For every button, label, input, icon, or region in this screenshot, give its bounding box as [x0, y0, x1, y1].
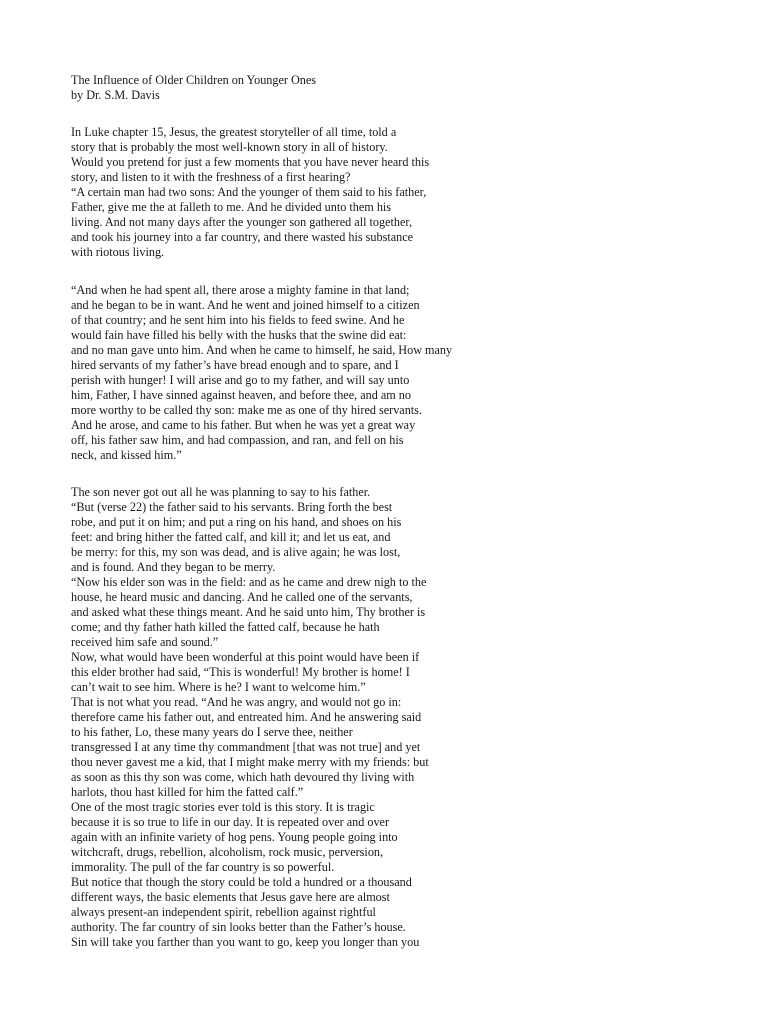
- paragraph-2-line: “And when he had spent all, there arose a mighty famine in that land;: [71, 283, 410, 297]
- paragraph-3-line: can’t wait to see him. Where is he? I want to welcome him.”: [71, 680, 366, 694]
- paragraph-1-line: story that is probably the most well-known story in all of history.: [71, 140, 388, 154]
- document-title-block: [71, 73, 316, 103]
- paragraph-2-line: hired servants of my father’s have bread enough and to spare, and I: [71, 358, 399, 372]
- paragraph-3-line: always present-an independent spirit, rebellion against rightful: [71, 905, 376, 919]
- paragraph-3: [71, 485, 429, 950]
- paragraph-2-line: and he began to be in want. And he went and joined himself to a citizen: [71, 298, 420, 312]
- paragraph-2: [71, 283, 452, 463]
- paragraph-3-line: come; and thy father hath killed the fatted calf, because he hath: [71, 620, 380, 634]
- paragraph-3-line: as soon as this thy son was come, which hath devoured thy living with: [71, 770, 415, 784]
- paragraph-2-line: perish with hunger! I will arise and go to my father, and will say unto: [71, 373, 410, 387]
- paragraph-3-line: different ways, the basic elements that Jesus gave here are almost: [71, 890, 390, 904]
- paragraph-1-line: living. And not many days after the younger son gathered all together,: [71, 215, 413, 229]
- paragraph-1-line: Would you pretend for just a few moments that you have never heard this: [71, 155, 430, 169]
- paragraph-3-line: house, he heard music and dancing. And he called one of the servants,: [71, 590, 413, 604]
- paragraph-3-line: That is not what you read. “And he was angry, and would not go in:: [71, 695, 402, 709]
- paragraph-3-line: witchcraft, drugs, rebellion, alcoholism, rock music, perversion,: [71, 845, 384, 859]
- paragraph-3-line: and asked what these things meant. And he said unto him, Thy brother is: [71, 605, 426, 619]
- paragraph-3-line: harlots, thou hast killed for him the fatted calf.”: [71, 785, 304, 799]
- paragraph-3-line: again with an infinite variety of hog pens. Young people going into: [71, 830, 398, 844]
- paragraph-1-line: story, and listen to it with the freshness of a first hearing?: [71, 170, 351, 184]
- paragraph-3-line: be merry: for this, my son was dead, and is alive again; he was lost,: [71, 545, 401, 559]
- paragraph-2-line: of that country; and he sent him into his fields to feed swine. And he: [71, 313, 405, 327]
- paragraph-2-line: And he arose, and came to his father. But when he was yet a great way: [71, 418, 416, 432]
- paragraph-3-line: The son never got out all he was planning to say to his father.: [71, 485, 371, 499]
- paragraph-3-line: “Now his elder son was in the field: and as he came and drew nigh to the: [71, 575, 427, 589]
- paragraph-2-line: neck, and kissed him.”: [71, 448, 182, 462]
- paragraph-3-line: received him safe and sound.”: [71, 635, 219, 649]
- paragraph-3-line: One of the most tragic stories ever told is this story. It is tragic: [71, 800, 375, 814]
- title-line: by Dr. S.M. Davis: [71, 88, 160, 102]
- paragraph-3-line: therefore came his father out, and entreated him. And he answering said: [71, 710, 422, 724]
- paragraph-1-line: In Luke chapter 15, Jesus, the greatest storyteller of all time, told a: [71, 125, 397, 139]
- paragraph-3-line: Sin will take you farther than you want to go, keep you longer than you: [71, 935, 420, 949]
- paragraph-2-line: and no man gave unto him. And when he came to himself, he said, How many: [71, 343, 453, 357]
- paragraph-2-line: him, Father, I have sinned against heaven, and before thee, and am no: [71, 388, 411, 402]
- paragraph-3-line: feet: and bring hither the fatted calf, and kill it; and let us eat, and: [71, 530, 391, 544]
- paragraph-3-line: to his father, Lo, these many years do I serve thee, neither: [71, 725, 353, 739]
- title-line: The Influence of Older Children on Younger Ones: [71, 73, 317, 87]
- paragraph-3-line: authority. The far country of sin looks better than the Father’s house.: [71, 920, 406, 934]
- paragraph-3-line: and is found. And they began to be merry.: [71, 560, 276, 574]
- paragraph-3-line: because it is so true to life in our day. It is repeated over and over: [71, 815, 390, 829]
- paragraph-3-line: robe, and put it on him; and put a ring on his hand, and shoes on his: [71, 515, 402, 529]
- paragraph-3-line: thou never gavest me a kid, that I might make merry with my friends: but: [71, 755, 429, 769]
- paragraph-1-line: Father, give me the at falleth to me. And he divided unto them his: [71, 200, 392, 214]
- paragraph-1-line: with riotous living.: [71, 245, 165, 259]
- paragraph-3-line: But notice that though the story could be told a hundred or a thousand: [71, 875, 412, 889]
- paragraph-3-line: transgressed I at any time thy commandment [that was not true] and yet: [71, 740, 421, 754]
- paragraph-3-line: “But (verse 22) the father said to his servants. Bring forth the best: [71, 500, 393, 514]
- paragraph-3-line: immorality. The pull of the far country is so powerful.: [71, 860, 335, 874]
- paragraph-3-line: this elder brother had said, “This is wonderful! My brother is home! I: [71, 665, 410, 679]
- paragraph-2-line: more worthy to be called thy son: make me as one of thy hired servants.: [71, 403, 422, 417]
- paragraph-2-line: off, his father saw him, and had compassion, and ran, and fell on his: [71, 433, 404, 447]
- paragraph-2-line: would fain have filled his belly with the husks that the swine did eat:: [71, 328, 407, 342]
- paragraph-3-line: Now, what would have been wonderful at this point would have been if: [71, 650, 420, 664]
- paragraph-1: [71, 125, 429, 260]
- paragraph-1-line: and took his journey into a far country, and there wasted his substance: [71, 230, 414, 244]
- paragraph-1-line: “A certain man had two sons: And the younger of them said to his father,: [71, 185, 427, 199]
